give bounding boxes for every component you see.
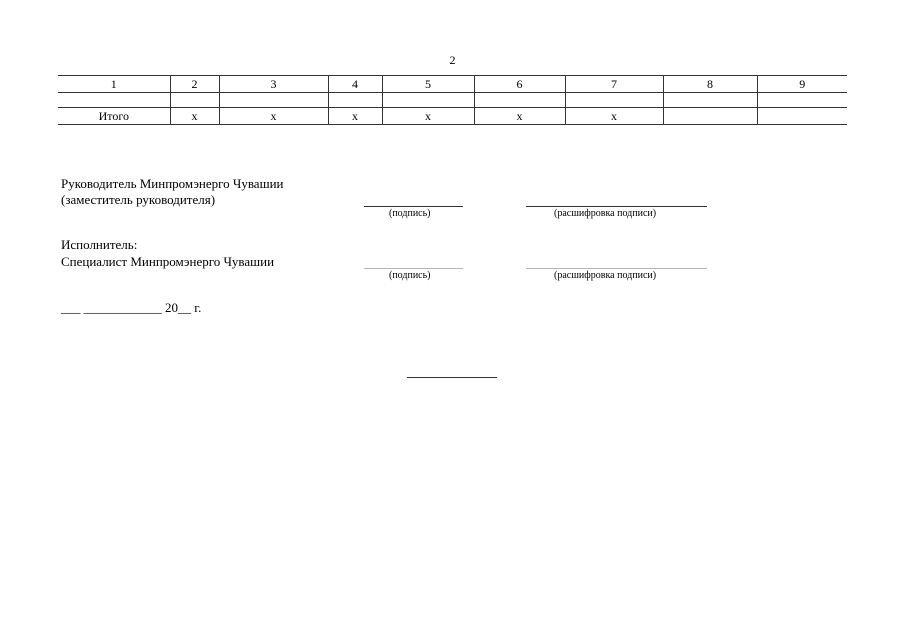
executor-signature-caption: (подпись): [389, 270, 431, 281]
table-cell: [219, 93, 328, 108]
header-cell: 7: [565, 76, 663, 93]
total-label-cell: Итого: [58, 108, 170, 125]
executor-position-label: Специалист Минпромэнерго Чувашии: [61, 254, 275, 269]
executor-label: Исполнитель:: [61, 237, 138, 252]
executor-signature-line: [364, 268, 463, 269]
header-cell: 3: [219, 76, 328, 93]
table-cell: [328, 93, 382, 108]
header-cell: 8: [663, 76, 757, 93]
total-cell: х: [328, 108, 382, 125]
table-cell: [382, 93, 474, 108]
total-cell: х: [474, 108, 565, 125]
header-cell: 4: [328, 76, 382, 93]
table-cell: [58, 93, 170, 108]
header-cell: 2: [170, 76, 219, 93]
header-cell: 6: [474, 76, 565, 93]
table-header-row: [58, 76, 847, 93]
total-cell: х: [382, 108, 474, 125]
total-cell: х: [219, 108, 328, 125]
end-divider: [407, 377, 497, 378]
head-decode-line: [526, 206, 707, 207]
head-deputy-label: (заместитель руководителя): [61, 192, 216, 207]
total-cell: х: [565, 108, 663, 125]
header-cell: 5: [382, 76, 474, 93]
report-table: [58, 75, 847, 125]
head-decode-caption: (расшифровка подписи): [554, 208, 657, 219]
table-cell: [663, 93, 757, 108]
total-cell: [663, 108, 757, 125]
header-cell: 9: [757, 76, 847, 93]
executor-decode-line: [526, 268, 707, 269]
head-signature-line: [364, 206, 463, 207]
head-signature-caption: (подпись): [389, 208, 431, 219]
page-number: 2: [449, 53, 456, 67]
table-row: [58, 93, 847, 108]
table-cell: [170, 93, 219, 108]
total-cell: [757, 108, 847, 125]
head-position-label: Руководитель Минпромэнерго Чувашии: [61, 176, 284, 191]
table-cell: [565, 93, 663, 108]
table-cell: [757, 93, 847, 108]
table-cell: [474, 93, 565, 108]
date-field: ___ ____________ 20__ г.: [61, 300, 202, 315]
header-cell: 1: [58, 76, 170, 93]
total-cell: х: [170, 108, 219, 125]
executor-decode-caption: (расшифровка подписи): [554, 270, 657, 281]
total-row: [58, 108, 847, 125]
